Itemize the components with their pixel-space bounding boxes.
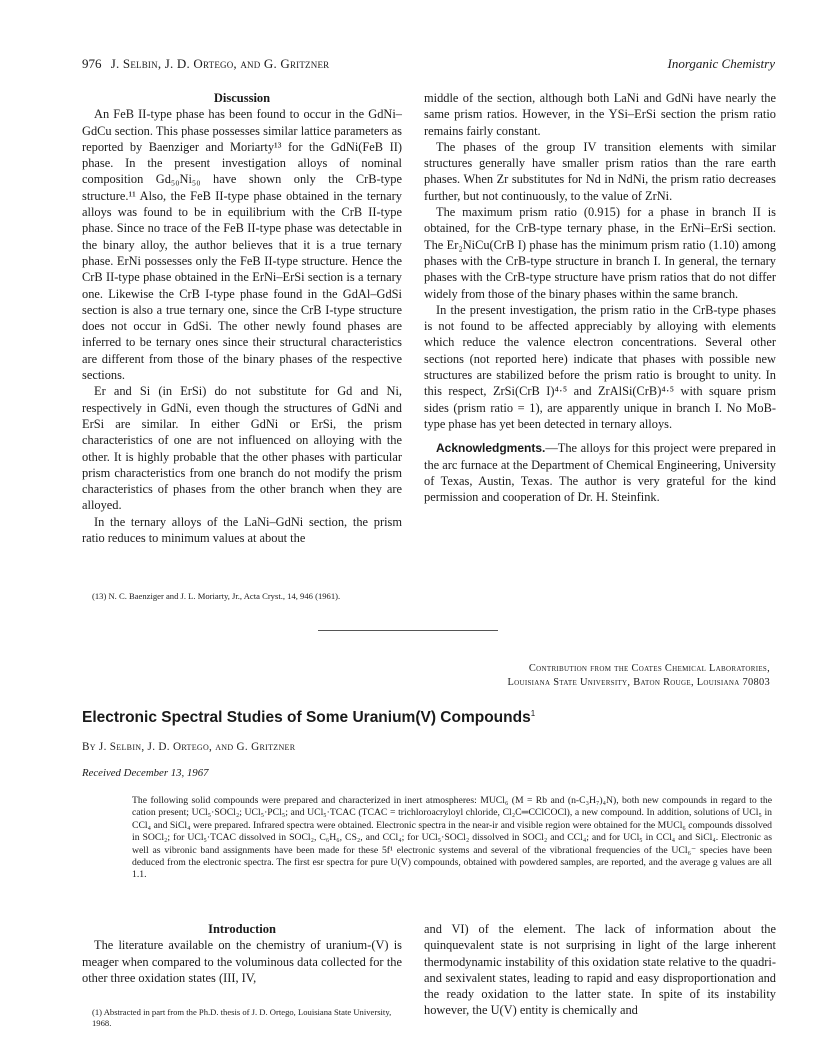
contribution-line-2: Louisiana State University, Baton Rouge, Louisiana 70803 xyxy=(507,677,770,688)
article-abstract: The following solid compounds were prepared and characterized in inert atmospheres: MUCl₆ (M = Rb and (n-C₃H₇)₄N), both new compounds in regard to the cation present; UCl₅·SOCl₂; UCl₅·PCl₅; and UCl₅·TCAC (TCAC = trichloroacryloyl chloride, Cl₂C═CClCOCl), a new compound. In addition, solutions of UCl₅ in CCl₄ and SiCl₄ were prepared. Infrared spectra were obtained. Electronic spectra in the near-ir and visible region were obtained for the MUCl₆ compounds dissolved in SOCl₂; for UCl₅·TCAC dissolved in SOCl₂, C₆H₆, CS₂, and CCl₄; for UCl₅·SOCl₂ dissolved in SOCl₂ and CCl₄; and for UCl₅ in CCl₄ and SiCl₄. Electronic as well as vibronic band assignments have been made for these 5f¹ electronic systems and several of the vibrational frequencies of the UCl₆⁻ species have been deduced from the electronic spectra. The first esr spectra for pure U(V) compounds, obtained with powdered samples, are reported, and the average g values are all 1.1. xyxy=(132,795,772,881)
discussion-paragraph-2: Er and Si (in ErSi) do not substitute for Gd and Ni, respectively in GdNi, even though the structures of GdNi and ErSi are similar. In either GdNi or ErSi, the prism characteristics of one are not influenced on alloying with the other. It is highly probable that the other phases with particular prism characteristics from one branch do not modify the prism characteristics of phases from the other branch when they are alloyed. xyxy=(82,384,402,513)
footnote-1: (1) Abstracted in part from the Ph.D. thesis of J. D. Ortego, Louisiana State University, 1968. xyxy=(92,1007,392,1028)
discussion-paragraph-6: In the present investigation, the prism ratio in the CrB-type phases is not found to be affected appreciably by alloying with elements which reduce the valence electron concentrations. Several other sections (not reported here) indicate that phases with possible new structures are stabilized before the prism ratio is brought to unity. In this respect, ZrSi(CrB I)⁴·⁵ and ZrAlSi(CrB)⁴·⁵ with square prism sides (prism ratio = 1), are apparently unique in branch I. No MoB-type phase has yet been detected in ternary alloys. xyxy=(424,302,776,431)
running-head xyxy=(82,56,775,74)
running-head-authors: J. Selbin, J. D. Ortego, and G. Gritzner xyxy=(110,56,330,71)
introduction-right-column xyxy=(424,921,776,1019)
acknowledgments-paragraph xyxy=(424,440,776,505)
article-title-text: Electronic Spectral Studies of Some Uranium(V) Compounds xyxy=(82,709,531,727)
page-number: 976 xyxy=(82,56,102,71)
footnote-13: (13) N. C. Baenziger and J. L. Moriarty, Jr., Acta Cryst., 14, 946 (1961). xyxy=(92,591,341,601)
contribution-note xyxy=(330,662,770,690)
introduction-left-column xyxy=(82,921,402,986)
article-byline: By J. Selbin, J. D. Ortego, and G. Gritzner xyxy=(82,741,296,753)
discussion-paragraph-4: The phases of the group IV transition elements with similar structures generally have smaller prism ratios than the rare earth phases. When Zr substitutes for Nd in NdNi, the prism ratio decreases further, but not continuously, to the value of ZrNi. xyxy=(424,139,776,203)
discussion-paragraph-3: In the ternary alloys of the LaNi–GdNi section, the prism ratio reduces to minimum values at about the xyxy=(82,514,402,546)
discussion-left-column xyxy=(82,90,402,546)
contribution-line-1: Contribution from the Coates Chemical Laboratories, xyxy=(528,663,770,674)
journal-name: Inorganic Chemistry xyxy=(667,56,775,71)
acknowledgments-label: Acknowledgments. xyxy=(436,441,546,456)
article-title xyxy=(82,709,782,727)
introduction-heading: Introduction xyxy=(208,922,276,936)
discussion-paragraph-5: The maximum prism ratio (0.915) for a phase in branch II is obtained, for the CrB-type ternary phase, in the ErNi–ErSi section. The Er₂NiCu(CrB I) phase has the minimum prism ratio (1.10) among phases with the CrB-type structure in branch I. In general, the ternary phases with the CrB-type structure have prism ratios that do not differ widely from those of the binary phases within the same branch. xyxy=(424,205,776,301)
introduction-paragraph-1: The literature available on the chemistry of uranium-(V) is meager when compared to the voluminous data collected for the other three oxidation states (III, IV, xyxy=(82,938,402,985)
introduction-continued-paragraph: and VI) of the element. The lack of information about the quinquevalent state is not surprising in light of the large inherent thermodynamic instability of this oxidation state relative to the quadri- and sexivalent states, leading to rapid and easy disproportionation and the ready oxidation to the latter state. In spite of its instability however, the U(V) entity is chemically and xyxy=(424,922,776,1018)
discussion-continued-paragraph: middle of the section, although both LaNi and GdNi have nearly the same prism ratios. However, in the YSi–ErSi section the prism ratio remains fairly constant. xyxy=(424,91,776,138)
received-date: Received December 13, 1967 xyxy=(82,767,209,779)
article-divider xyxy=(318,630,498,631)
acknowledgments-text: —The alloys for this project were prepared in the arc furnace at the Department of Chemical Engineering, University of Texas, Austin, Texas. The author is very grateful for the kind permission and cooperation of Dr. H. Steinfink. xyxy=(424,441,776,505)
title-footnote-marker: 1 xyxy=(530,709,536,718)
discussion-right-column xyxy=(424,90,776,505)
discussion-paragraph-1: An FeB II-type phase has been found to occur in the GdNi–GdCu section. This phase possesses similar lattice parameters as reported by Baenziger and Moriarty¹³ for the GdNi(FeB II) phase. In the present investigation alloys of nominal composition Gd₅₀Ni₅₀ have shown only the CrB-type structure.¹¹ Also, the FeB II-type phase obtained in the ternary alloys was found to be in equilibrium with the CrB II-type phase. Since no trace of the FeB II-type phase was detectable in the binary alloy, the author believes that it is a true ternary phase. ErNi possesses only the FeB II-type structure. Hence the CrB II-type phase obtained in the ErNi–ErSi section is a ternary one. Likewise the CrB I-type phase found in the GdAl–GdSi section is also a true ternary one, since the CrB I-type structure does not occur in GdSi. The other newly found phases are inferred to be ternary ones since their structural characteristics are different from those of the binary phases of the respective sections. xyxy=(82,107,402,383)
discussion-heading: Discussion xyxy=(213,91,271,105)
